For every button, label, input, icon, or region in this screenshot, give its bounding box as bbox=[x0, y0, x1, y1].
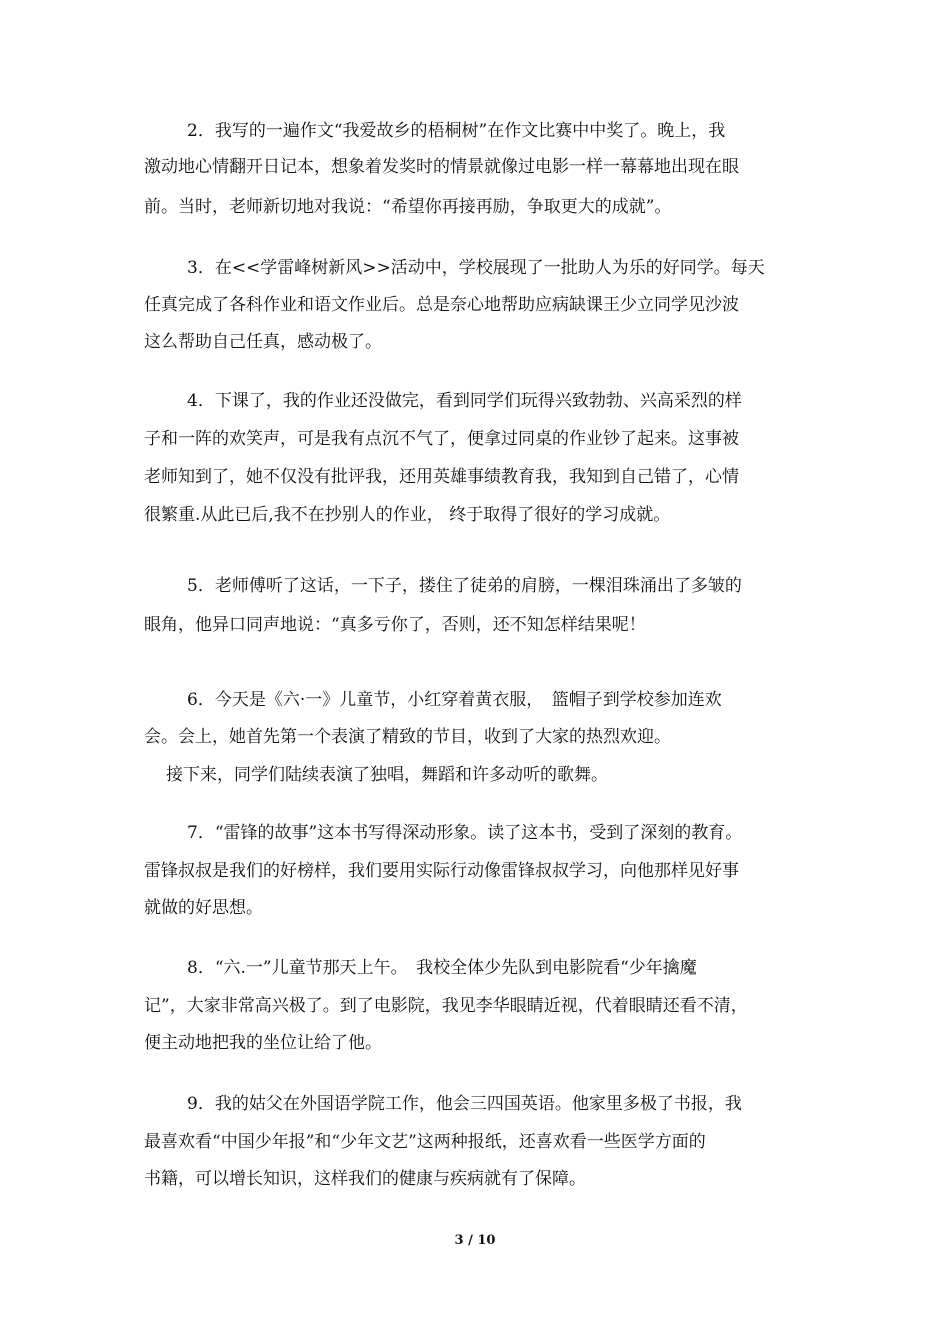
paragraph-line: 老师知到了，她不仅没有批评我，还用英雄事绩教育我，我知到自己错了，心情 bbox=[144, 467, 739, 487]
paragraph-line: 雷锋叔叔是我们的好榜样，我们要用实际行动像雷锋叔叔学习，向他那样见好事 bbox=[144, 861, 739, 881]
paragraph-line: 6．今天是《六·一》儿童节，小红穿着黄衣服， 篮帽子到学校参加连欢 bbox=[187, 690, 722, 710]
paragraph-line: 任真完成了各科作业和语文作业后。总是奈心地帮助应病缺课王少立同学见沙波 bbox=[144, 295, 739, 315]
page-number: 3 / 10 bbox=[454, 1233, 496, 1248]
paragraph-line: 3．在<<学雷峰树新风>>活动中，学校展现了一批助人为乐的好同学。每天 bbox=[187, 258, 765, 278]
paragraph-line: 激动地心情翻开日记本，想象着发奖时的情景就像过电影一样一幕幕地出现在眼 bbox=[144, 157, 739, 177]
paragraph-line: 便主动地把我的坐位让给了他。 bbox=[144, 1033, 382, 1053]
paragraph-line: 9．我的姑父在外国语学院工作，他会三四国英语。他家里多极了书报，我 bbox=[187, 1094, 742, 1114]
paragraph-line: 接下来，同学们陆续表演了独唱，舞蹈和许多动听的歌舞。 bbox=[166, 765, 608, 785]
paragraph-line: 最喜欢看“中国少年报”和“少年文艺”这两种报纸，还喜欢看一些医学方面的 bbox=[144, 1132, 706, 1152]
paragraph-line: 会。会上，她首先第一个表演了精致的节目，收到了大家的热烈欢迎。 bbox=[144, 727, 671, 747]
paragraph-line: 7．“雷锋的故事”这本书写得深动形象。读了这本书，受到了深刻的教育。 bbox=[187, 823, 743, 843]
paragraph-line: 子和一阵的欢笑声，可是我有点沉不气了，便拿过同桌的作业钞了起来。这事被 bbox=[144, 429, 739, 449]
paragraph-line: 4．下课了，我的作业还没做完，看到同学们玩得兴致勃勃、兴高采烈的样 bbox=[187, 391, 742, 411]
paragraph-line: 这么帮助自己任真，感动极了。 bbox=[144, 332, 382, 352]
paragraph-line: 书籍，可以增长知识，这样我们的健康与疾病就有了保障。 bbox=[144, 1169, 586, 1189]
paragraph-line: 前。当时，老师新切地对我说：“希望你再接再励，争取更大的成就”。 bbox=[144, 197, 672, 217]
paragraph-line: 2．我写的一遍作文“我爱故乡的梧桐树”在作文比赛中中奖了。晚上，我 bbox=[187, 121, 726, 141]
paragraph-line: 5．老师傅听了这话，一下子，搂住了徒弟的肩膀，一棵泪珠涌出了多皱的 bbox=[187, 576, 742, 596]
paragraph-line: 记”，大家非常高兴极了。到了电影院，我见李华眼睛近视，代着眼睛还看不清， bbox=[144, 996, 748, 1016]
paragraph-line: 8．“六.一”儿童节那天上午。 我校全体少先队到电影院看“少年擒魔 bbox=[187, 958, 697, 978]
paragraph-line: 就做的好思想。 bbox=[144, 898, 263, 918]
paragraph-line: 很繁重.从此已后,我不在抄别人的作业， 终于取得了很好的学习成就。 bbox=[144, 505, 671, 525]
paragraph-line: 眼角，他异口同声地说：“真多亏你了，否则，还不知怎样结果呢！ bbox=[144, 615, 646, 635]
